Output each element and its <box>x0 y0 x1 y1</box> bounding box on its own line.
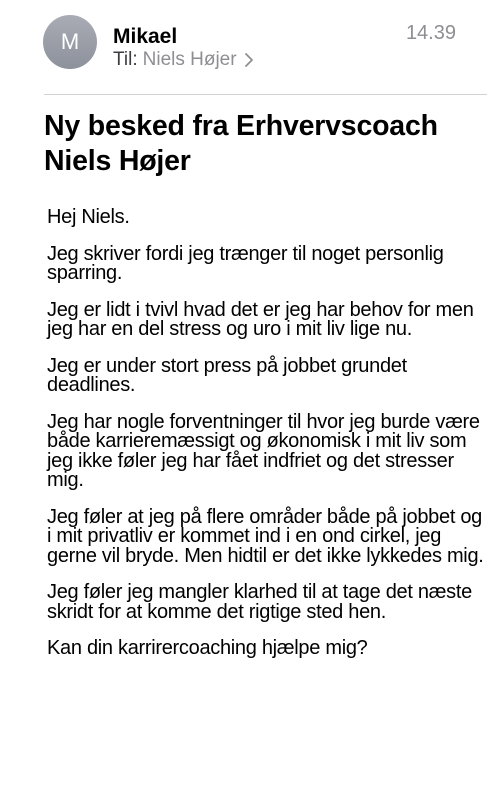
body-paragraph: Kan din karrirercoaching hjælpe mig? <box>47 637 368 659</box>
body-paragraph: Jeg føler at jeg på flere områder både på jobbet og i mit privatliv er kommet ind i en ond cirkel, jeg gerne vil bryde. Men hidtil er det ikke lykkedes mig. <box>47 505 484 567</box>
body-paragraph: Jeg har nogle forventninger til hvor jeg burde være både karrieremæssigt og økonomisk i mit liv som jeg ikke føler jeg har fået indfriet og det stresser mig. <box>47 410 480 491</box>
sender-name[interactable]: Mikael <box>113 25 178 48</box>
header-divider <box>44 94 487 95</box>
body-paragraph: Jeg er lidt i tvivl hvad det er jeg har behov for men jeg har en del stress og uro i mit liv lige nu. <box>47 298 474 340</box>
chevron-right-icon[interactable] <box>244 52 254 68</box>
timestamp: 14.39 <box>405 22 456 44</box>
body-paragraph: Jeg føler jeg mangler klarhed til at tage det næste skridt for at komme det rigtige sted hen. <box>47 581 472 623</box>
avatar[interactable]: M <box>43 15 97 69</box>
body-paragraph: Jeg skriver fordi jeg trænger til noget personlig sparring. <box>47 242 444 284</box>
recipient-name[interactable]: Niels Højer <box>142 49 237 70</box>
email-body <box>47 208 487 676</box>
recipient-line[interactable] <box>113 48 254 72</box>
to-label: Til: <box>113 49 138 70</box>
email-header <box>0 0 500 96</box>
body-paragraph: Jeg er under stort press på jobbet grundet deadlines. <box>47 354 407 396</box>
email-subject: Ny besked fra Erhvervscoach Niels Højer <box>44 110 438 177</box>
body-paragraph: Hej Niels. <box>47 206 130 228</box>
